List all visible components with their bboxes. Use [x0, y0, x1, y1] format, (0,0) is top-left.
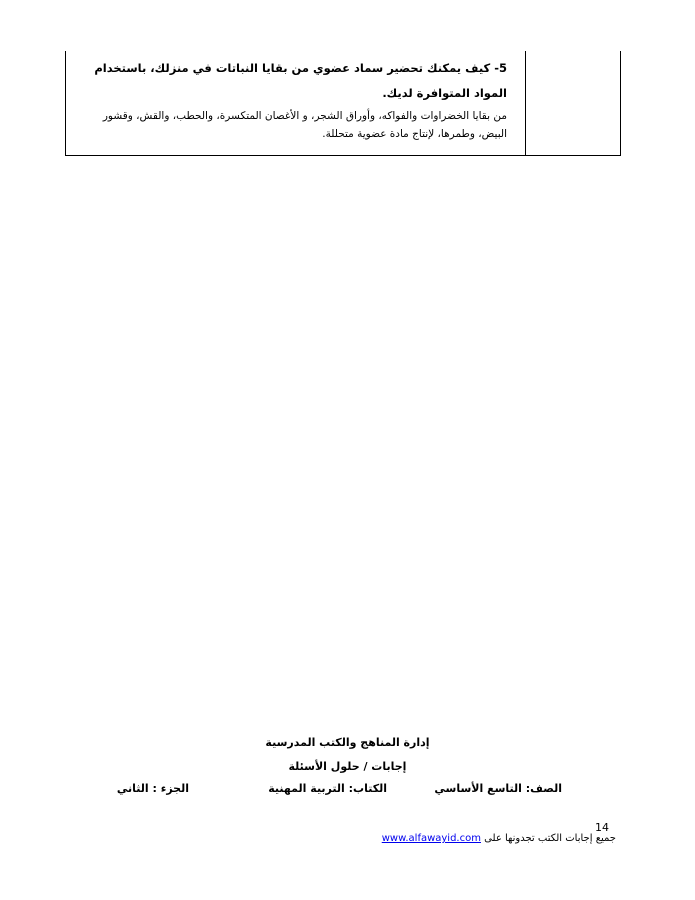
grade-label: الصف: التاسع الأساسي — [434, 782, 562, 795]
question-answer: من بقايا الخضراوات والفواكه، وأوراق الشجر، و الأغصان المتكسرة، والحطب، والقش، وقشور البيض، وطمرها، لإنتاج مادة عضوية متحللة. — [102, 110, 507, 140]
question-cell — [66, 51, 525, 156]
question-title: 5- كيف يمكنك تحضير سماد عضوي من بقايا النباتات في منزلك، باستخدام المواد المتوافرة لديك. — [94, 61, 507, 100]
footer-note-text: جميع إجابات الكتب تجدونها على — [484, 833, 616, 844]
page-number: 14 — [595, 821, 609, 834]
website-link[interactable]: www.alfawayid.com — [381, 833, 481, 844]
question-table — [65, 51, 621, 156]
part-label: الجزء : الثاني — [116, 782, 189, 795]
table-column-divider — [525, 51, 526, 155]
answers-heading: إجابات / حلول الأسئلة — [288, 760, 407, 773]
footer-note — [382, 833, 616, 844]
department-heading: إدارة المناهج والكتب المدرسية — [265, 736, 430, 749]
book-label: الكتاب: التربية المهنية — [268, 782, 387, 795]
